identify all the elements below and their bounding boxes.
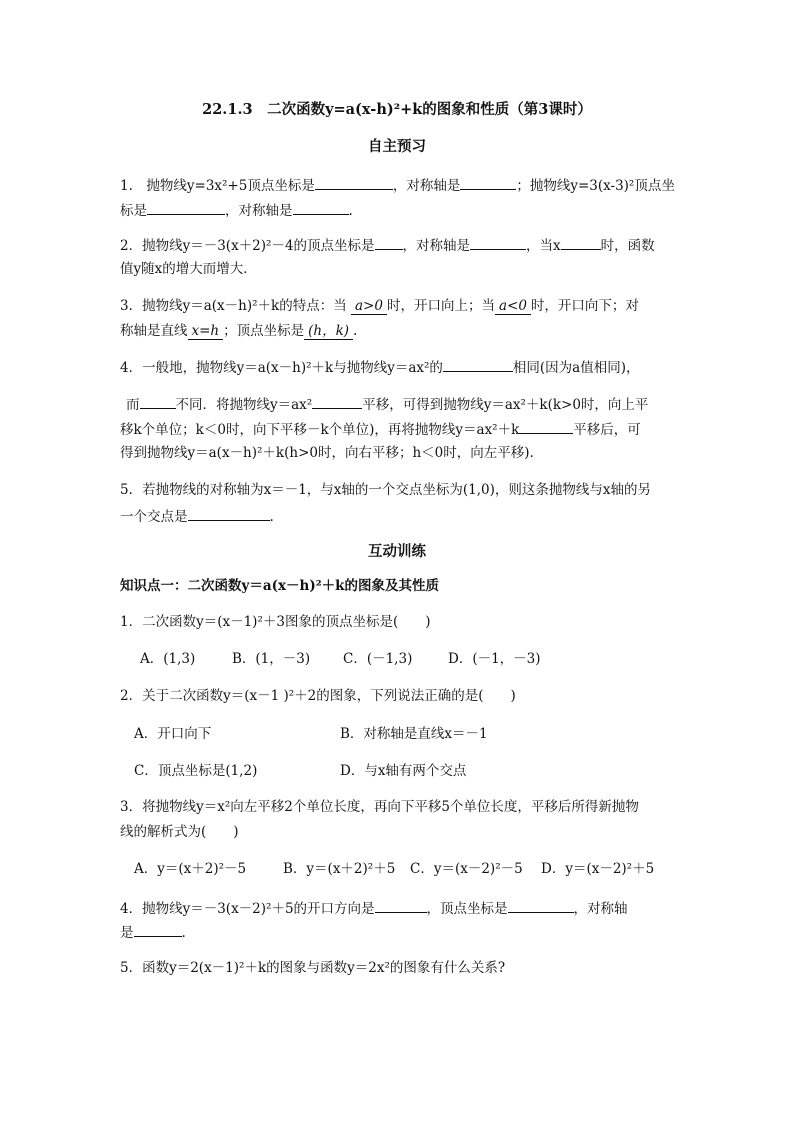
- text: 时，函数: [600, 238, 655, 254]
- text: ，对称轴是: [392, 178, 461, 194]
- knowledge-point-heading: 知识点一：二次函数y＝a(x－h)²＋k的图象及其性质: [120, 578, 439, 594]
- exercise-q4-line2: [120, 922, 186, 942]
- exercise-q1: 1．二次函数y＝(x－1)²＋3图象的顶点坐标是( ): [120, 614, 431, 630]
- preview-q1-line1: [120, 175, 675, 195]
- exercise-q3-option-c: C．y＝(x－2)²－5: [410, 861, 523, 877]
- preview-q5-line1: 5．若抛物线的对称轴为x＝－1，与x轴的一个交点坐标为(1,0)，则这条抛物线与x轴的另: [120, 482, 652, 498]
- text: 时，开口向下；对: [530, 298, 639, 314]
- answer: a<0: [495, 298, 531, 315]
- text: 不同．将抛物线y＝ax²: [175, 397, 313, 413]
- text: 平移，可得到抛物线y＝ax²＋k(k>0时，向上平: [362, 397, 649, 413]
- text: ，对称轴是: [402, 238, 471, 254]
- page-title: 22.1.3 二次函数y=a(x-h)²+k的图象和性质（第3课时）: [202, 101, 592, 118]
- exercise-q2-option-b: B．对称轴是直线x＝－1: [340, 726, 488, 742]
- blank: [147, 200, 225, 215]
- blank: [293, 200, 349, 215]
- answer: x=h: [188, 323, 224, 340]
- exercise-q2-option-c: C．顶点坐标是(1,2): [134, 763, 258, 779]
- blank: [375, 898, 427, 913]
- text: 标是: [120, 203, 147, 219]
- preview-q2-line1: [120, 235, 655, 255]
- exercise-q3-option-a: A．y＝(x＋2)²－5: [134, 861, 247, 877]
- blank: [460, 175, 516, 190]
- section-heading-practice: 互动训练: [368, 543, 426, 560]
- exercise-q5: 5．函数y＝2(x－1)²＋k的图象与函数y＝2x²的图象有什么关系?: [120, 960, 506, 976]
- preview-q4-line3: [120, 419, 641, 439]
- blank: [312, 394, 362, 409]
- exercise-q3-option-b: B．y＝(x＋2)²＋5: [283, 861, 396, 877]
- exercise-q3-option-d: D．y＝(x－2)²＋5: [541, 861, 655, 877]
- text: .: [353, 323, 358, 339]
- preview-q2-line2: 值y随x的增大而增大．: [120, 261, 257, 277]
- exercise-q2: 2．关于二次函数y＝(x－1 )²＋2的图象，下列说法正确的是( ): [120, 688, 516, 704]
- text: 相同(因为a值相同)，: [512, 360, 640, 376]
- answer: (h，k): [304, 323, 353, 340]
- text: ，顶点坐标是: [426, 901, 508, 917]
- text: ；抛物线y=3(x-3)²顶点坐: [516, 178, 675, 194]
- exercise-q3-line2: 线的解析式为( ): [120, 824, 239, 840]
- text: 4．一般地，抛物线y＝a(x－h)²＋k与抛物线y＝ax²的: [120, 360, 443, 376]
- text: .: [181, 925, 186, 941]
- text: ，当x: [526, 238, 561, 254]
- text: 移k个单位；k＜0时，向下平移－k个单位)，再将抛物线y＝ax²＋k: [120, 422, 520, 438]
- blank: [519, 419, 573, 434]
- preview-q4-line2: [126, 394, 648, 414]
- exercise-q1-option-a: A．(1,3): [140, 651, 196, 667]
- blank: [315, 175, 393, 190]
- blank: [470, 235, 526, 250]
- text: 而: [126, 397, 140, 413]
- blank: [188, 506, 270, 521]
- text: ，对称轴是: [225, 203, 293, 219]
- blank: [508, 898, 574, 913]
- exercise-q1-option-d: D．(－1，－3): [448, 651, 541, 667]
- text: 一个交点是: [120, 509, 188, 525]
- preview-q4-line4: 得到抛物线y＝a(x－h)²＋k(h>0时，向右平移；h＜0时，向左平移).: [120, 445, 534, 461]
- text: .: [348, 203, 353, 219]
- exercise-q3-line1: 3．将抛物线y＝x²向左平移2个单位长度，再向下平移5个单位长度，平移后所得新抛物: [120, 799, 639, 815]
- exercise-q2-option-d: D．与x轴有两个交点: [340, 763, 467, 779]
- preview-q4-line1: [120, 357, 640, 377]
- section-heading-preview: 自主预习: [368, 138, 426, 155]
- text: .: [269, 509, 274, 525]
- preview-q3-line2: [120, 322, 357, 340]
- text: 1. 抛物线y=3x²+5顶点坐标是: [120, 178, 315, 194]
- text: 是: [120, 925, 134, 941]
- preview-q3-line1: [120, 297, 639, 315]
- blank: [140, 394, 176, 409]
- text: ；顶点坐标是: [223, 323, 305, 339]
- text: 称轴是直线: [120, 323, 188, 339]
- text: 平移后，可: [573, 422, 641, 438]
- answer: a>0: [351, 298, 387, 315]
- blank: [375, 235, 403, 250]
- blank: [134, 922, 182, 937]
- exercise-q2-option-a: A．开口向下: [134, 726, 212, 742]
- exercise-q4-line1: [120, 898, 628, 918]
- text: 2．抛物线y＝－3(x＋2)²－4的顶点坐标是: [120, 238, 375, 254]
- blank: [561, 235, 601, 250]
- text: 4．抛物线y＝－3(x－2)²＋5的开口方向是: [120, 901, 375, 917]
- exercise-q1-option-b: B．(1，－3): [232, 651, 311, 667]
- text: 3．抛物线y＝a(x－h)²＋k的特点：当: [120, 298, 347, 314]
- preview-q5-line2: [120, 506, 274, 526]
- exercise-q1-option-c: C．(－1,3): [343, 651, 413, 667]
- blank: [443, 357, 513, 372]
- preview-q1-line2: [120, 200, 353, 220]
- text: ，对称轴: [573, 901, 628, 917]
- text: 时，开口向上；当: [386, 298, 495, 314]
